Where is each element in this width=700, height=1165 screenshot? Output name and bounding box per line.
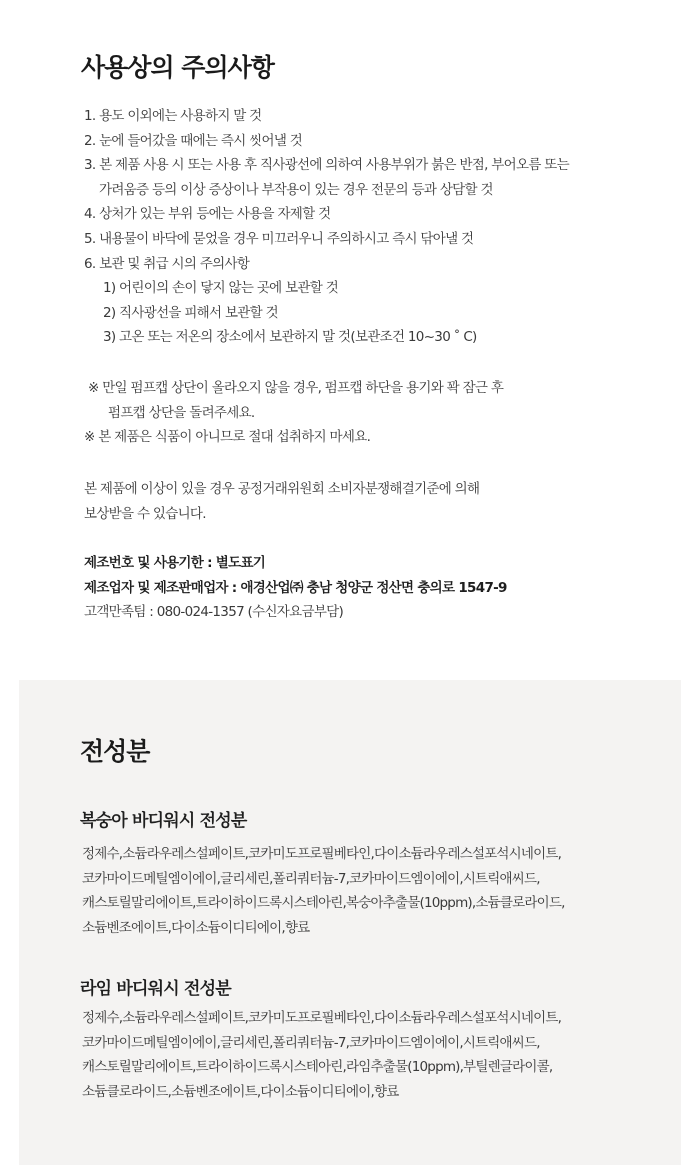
ingredients-section (19, 680, 681, 1165)
ingredient-line: 코카마이드메틸엠이에이,글리세린,폴리쿼터늄-7,코카마이드엠이에이,시트릭애씨드, (82, 1034, 540, 1051)
customer-service-phone: 고객만족팀 : 080-024-1357 (수신자요금부담) (84, 604, 344, 621)
pump-cap-note: ※ 만일 펌프캡 상단이 올라오지 않을 경우, 펌프캡 하단을 용기와 꽉 잠근 후 (88, 380, 504, 396)
expiry-info: 제조번호 및 사용기한 : 별도표기 (84, 555, 266, 571)
precaution-item: 3. 본 제품 사용 시 또는 사용 후 직사광선에 의하여 사용부위가 붉은 반점, 부어오름 또는 (84, 157, 569, 174)
precautions-title: 사용상의 주의사항 (81, 53, 274, 82)
ingredient-line: 소듐벤조에이트,다이소듐이디티에이,향료 (82, 919, 310, 936)
peach-ingredients-list (82, 842, 565, 940)
precautions-list (84, 104, 569, 350)
ingredients-title: 전성분 (80, 737, 150, 766)
precaution-item: 5. 내용물이 바닥에 묻었을 경우 미끄러우니 주의하시고 즉시 닦아낼 것 (84, 230, 474, 247)
precaution-item: 2. 눈에 들어갔을 때에는 즉시 씻어낼 것 (84, 132, 303, 149)
storage-subitem: 3) 고온 또는 저온의 장소에서 보관하지 말 것(보관조건 10~30 ˚ C) (103, 329, 477, 346)
lime-ingredients-list (82, 1006, 561, 1104)
ingredient-line: 소듐클로라이드,소듐벤조에이트,다이소듐이디티에이,향료 (82, 1083, 399, 1100)
ingredient-line: 캐스토릴말리에이트,트라이하이드록시스테아린,복숭아추출물(10ppm),소듐클로라이드, (82, 895, 565, 912)
manufacturer-info (84, 551, 507, 625)
ingredient-line: 코카마이드메틸엠이에이,글리세린,폴리쿼터늄-7,코카마이드엠이에이,시트릭애씨드, (82, 870, 540, 887)
ingredient-line: 정제수,소듐라우레스설페이트,코카미도프로필베타인,다이소듐라우레스설포석시네이트, (82, 1010, 562, 1026)
manufacturer-address: 제조업자 및 제조판매업자 : 애경산업㈜ 충남 청양군 정산면 충의로 1547-9 (84, 579, 507, 596)
remedy-line: 보상받을 수 있습니다. (84, 505, 206, 522)
storage-subitem: 2) 직사광선을 피해서 보관할 것 (103, 304, 278, 321)
lime-ingredients-heading: 라임 바디워시 전성분 (80, 979, 231, 999)
precaution-item: 6. 보관 및 취급 시의 주의사항 (84, 255, 250, 272)
storage-subitem: 1) 어린이의 손이 닿지 않는 곳에 보관할 것 (103, 280, 339, 297)
ingredient-line: 정제수,소듐라우레스설페이트,코카미도프로필베타인,다이소듐라우레스설포석시네이트, (82, 846, 562, 862)
pump-cap-note-continued: 펌프캡 상단을 돌려주세요. (108, 404, 255, 421)
not-food-note: ※ 본 제품은 식품이 아니므로 절대 섭취하지 마세요. (84, 429, 371, 446)
precaution-item: 4. 상처가 있는 부위 등에는 사용을 자제할 것 (84, 206, 331, 223)
usage-notes (84, 376, 503, 450)
consumer-remedy-text (84, 477, 479, 526)
precaution-item-continued: 가려움증 등의 이상 증상이나 부작용이 있는 경우 전문의 등과 상담할 것 (99, 181, 493, 198)
peach-ingredients-heading: 복숭아 바디워시 전성분 (80, 811, 247, 831)
remedy-line: 본 제품에 이상이 있을 경우 공정거래위원회 소비자분쟁해결기준에 의해 (84, 481, 480, 497)
precaution-item: 1. 용도 이외에는 사용하지 말 것 (84, 108, 262, 124)
ingredient-line: 캐스토릴말리에이트,트라이하이드록시스테아린,라임추출물(10ppm),부틸렌글라이콜, (82, 1059, 553, 1076)
